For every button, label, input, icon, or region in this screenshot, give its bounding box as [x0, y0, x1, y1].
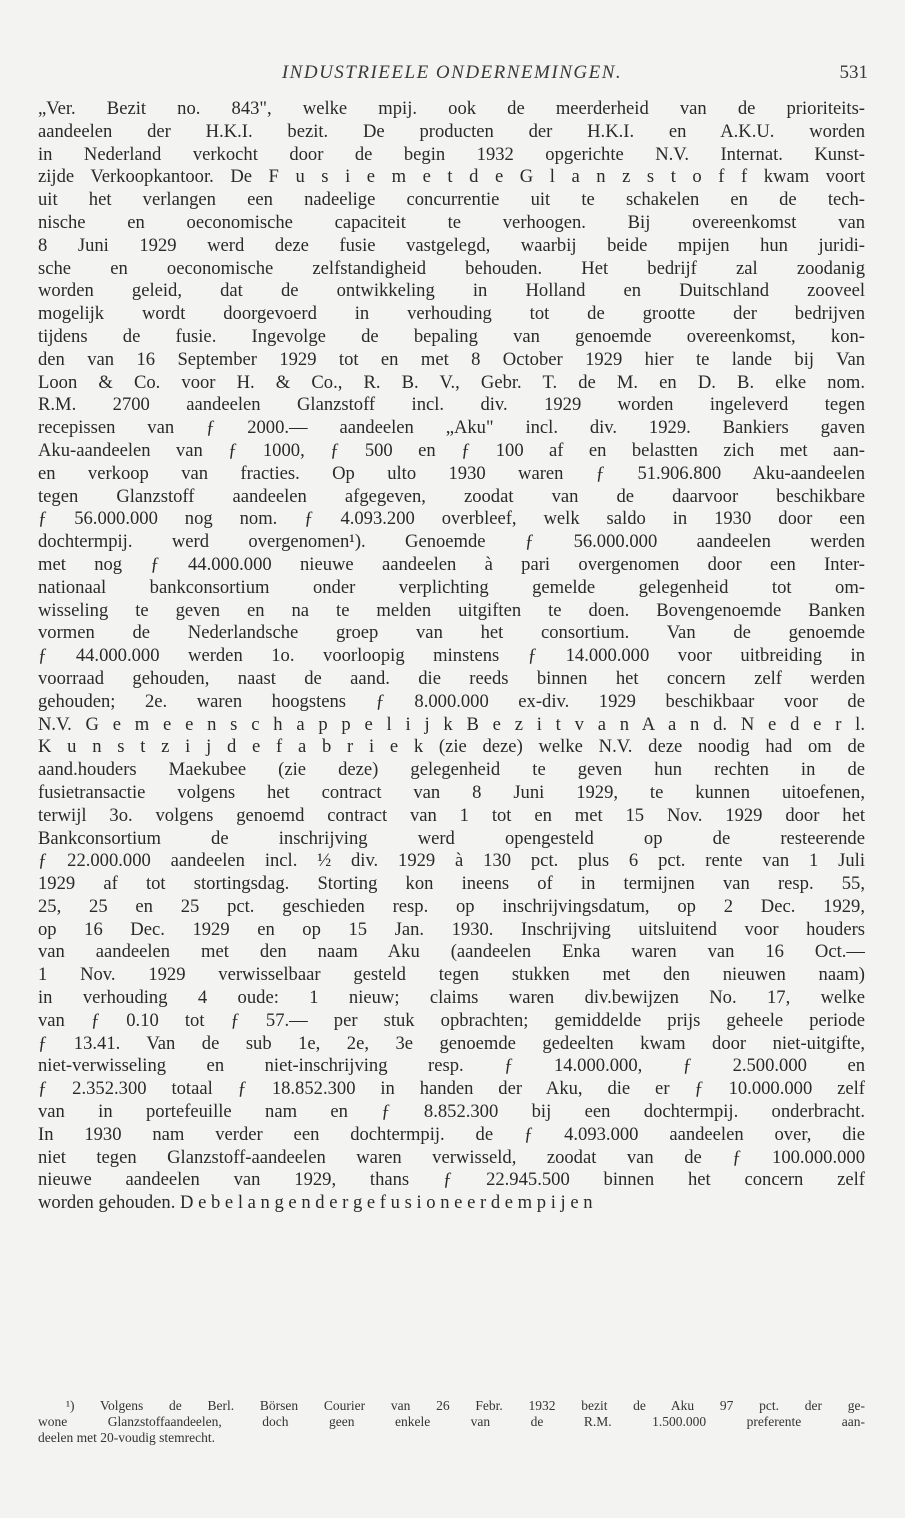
text-line: 8 Juni 1929 werd deze fusie vastgelegd, waarbij beide mpijen hun juridi-	[38, 234, 865, 256]
text-line: K u n s t z i j d e f a b r i e k (zie deze) welke N.V. deze noodig had om de	[38, 736, 865, 758]
text-line: worden gehouden. D e b e l a n g e n d e r g e f u s i o n e e r d e m p i j e n	[38, 1192, 593, 1214]
text-line: Bankconsortium de inschrijving werd opengesteld op de resteerende	[38, 827, 865, 849]
text-line: van in portefeuille nam en ƒ 8.852.300 bij een dochtermpij. onderbracht.	[38, 1101, 865, 1123]
text-line: sche en oeconomische zelfstandigheid behouden. Het bedrijf zal zoodanig	[38, 257, 865, 279]
text-line: van aandeelen met den naam Aku (aandeelen Enka waren van 16 Oct.—	[38, 941, 865, 963]
text-line: ƒ 56.000.000 nog nom. ƒ 4.093.200 overbleef, welk saldo in 1930 door een	[38, 508, 865, 530]
text-line: van ƒ 0.10 tot ƒ 57.— per stuk opbrachten; gemiddelde prijs geheele periode	[38, 1009, 865, 1031]
text-line: mogelijk wordt doorgevoerd in verhouding tot de grootte der bedrijven	[38, 303, 865, 325]
text-line: nationaal bankconsortium onder verplichting gemelde gelegenheid tot om-	[38, 576, 865, 598]
text-line: fusietransactie volgens het contract van 8 Juni 1929, te kunnen uitoefenen,	[38, 781, 865, 803]
footnote-line: deelen met 20-voudig stemrecht.	[38, 1430, 215, 1445]
text-line: dochtermpij. werd overgenomen¹). Genoemde ƒ 56.000.000 aandeelen werden	[38, 531, 865, 553]
text-line: ƒ 2.352.300 totaal ƒ 18.852.300 in handen der Aku, die er ƒ 10.000.000 zelf	[38, 1078, 865, 1100]
text-line: ƒ 13.41. Van de sub 1e, 2e, 3e genoemde gedeelten kwam door niet-uitgifte,	[38, 1032, 865, 1054]
text-line: gehouden; 2e. waren hoogstens ƒ 8.000.000 ex-div. 1929 beschikbaar voor de	[38, 690, 865, 712]
text-line: met nog ƒ 44.000.000 nieuwe aandeelen à pari overgenomen door een Inter-	[38, 553, 865, 575]
text-line: 25, 25 en 25 pct. geschieden resp. op inschrijvingsdatum, op 2 Dec. 1929,	[38, 895, 865, 917]
text-line: voorraad gehouden, naast de aand. die reeds binnen het concern zelf werden	[38, 667, 865, 689]
running-header	[36, 62, 868, 86]
text-line: tijdens de fusie. Ingevolge de bepaling van genoemde overeenkomst, kon-	[38, 325, 865, 347]
text-line: ƒ 44.000.000 werden 1o. voorloopig minstens ƒ 14.000.000 voor uitbreiding in	[38, 645, 865, 667]
text-line: niet tegen Glanzstoff-aandeelen waren verwisseld, zoodat van de ƒ 100.000.000	[38, 1146, 865, 1168]
footnote-line: wone Glanzstoffaandeelen, doch geen enkele van de R.M. 1.500.000 preferente aan-	[38, 1414, 865, 1429]
text-line: terwijl 3o. volgens genoemd contract van 1 tot en met 15 Nov. 1929 door het	[38, 804, 865, 826]
text-line: aandeelen der H.K.I. bezit. De producten der H.K.I. en A.K.U. worden	[38, 120, 865, 142]
footnote-line: ¹) Volgens de Berl. Börsen Courier van 26 Febr. 1932 bezit de Aku 97 pct. der ge-	[66, 1398, 865, 1413]
text-line: nieuwe aandeelen van 1929, thans ƒ 22.945.500 binnen het concern zelf	[38, 1169, 865, 1191]
text-line: op 16 Dec. 1929 en op 15 Jan. 1930. Inschrijving uitsluitend voor houders	[38, 918, 865, 940]
text-line: Aku-aandeelen van ƒ 1000, ƒ 500 en ƒ 100 af en belastten zich met aan-	[38, 439, 865, 461]
text-line: In 1930 nam verder een dochtermpij. de ƒ 4.093.000 aandeelen over, die	[38, 1123, 865, 1145]
text-line: niet-verwisseling en niet-inschrijving resp. ƒ 14.000.000, ƒ 2.500.000 en	[38, 1055, 865, 1077]
text-line: nische en oeconomische capaciteit te verhoogen. Bij overeenkomst van	[38, 211, 865, 233]
footnotes	[38, 1398, 865, 1446]
text-line: en verkoop van fracties. Op ulto 1930 waren ƒ 51.906.800 Aku-aandeelen	[38, 462, 865, 484]
text-line: den van 16 September 1929 tot en met 8 October 1929 hier te lande bij Van	[38, 348, 865, 370]
text-line: in verhouding 4 oude: 1 nieuw; claims waren div.bewijzen No. 17, welke	[38, 987, 865, 1009]
body-text	[38, 98, 865, 1215]
text-line: uit het verlangen een nadeelige concurrentie uit te schakelen en de tech-	[38, 189, 865, 211]
text-line: tegen Glanzstoff aandeelen afgegeven, zoodat van de daarvoor beschikbare	[38, 485, 865, 507]
text-line: Loon & Co. voor H. & Co., R. B. V., Gebr. T. de M. en D. B. elke nom.	[38, 371, 865, 393]
text-line: vormen de Nederlandsche groep van het consortium. Van de genoemde	[38, 622, 865, 644]
text-line: in Nederland verkocht door de begin 1932 opgerichte N.V. Internat. Kunst-	[38, 143, 865, 165]
page-number: 531	[839, 62, 868, 83]
text-line: 1 Nov. 1929 verwisselbaar gesteld tegen stukken met den nieuwen naam)	[38, 964, 865, 986]
text-line: R.M. 2700 aandeelen Glanzstoff incl. div. 1929 worden ingeleverd tegen	[38, 394, 865, 416]
header-title: INDUSTRIEELE ONDERNEMINGEN.	[281, 62, 623, 83]
text-line: worden geleid, dat de ontwikkeling in Holland en Duitschland zooveel	[38, 280, 865, 302]
text-line: N.V. G e m e e n s c h a p p e l i j k B e z i t v a n A a n d. N e d e r l.	[38, 713, 865, 735]
text-line: wisseling te geven en na te melden uitgiften te doen. Bovengenoemde Banken	[38, 599, 865, 621]
text-line: ƒ 22.000.000 aandeelen incl. ½ div. 1929 à 130 pct. plus 6 pct. rente van 1 Juli	[38, 850, 865, 872]
text-line: aand.houders Maekubee (zie deze) gelegenheid te geven hun rechten in de	[38, 759, 865, 781]
text-line: „Ver. Bezit no. 843", welke mpij. ook de meerderheid van de prioriteits-	[38, 98, 865, 119]
text-line: 1929 af tot stortingsdag. Storting kon ineens of in termijnen van resp. 55,	[38, 873, 865, 895]
text-line: zijde Verkoopkantoor. De F u s i e m e t d e G l a n z s t o f f kwam voort	[38, 166, 865, 188]
text-line: recepissen van ƒ 2000.— aandeelen „Aku" incl. div. 1929. Bankiers gaven	[38, 417, 865, 439]
